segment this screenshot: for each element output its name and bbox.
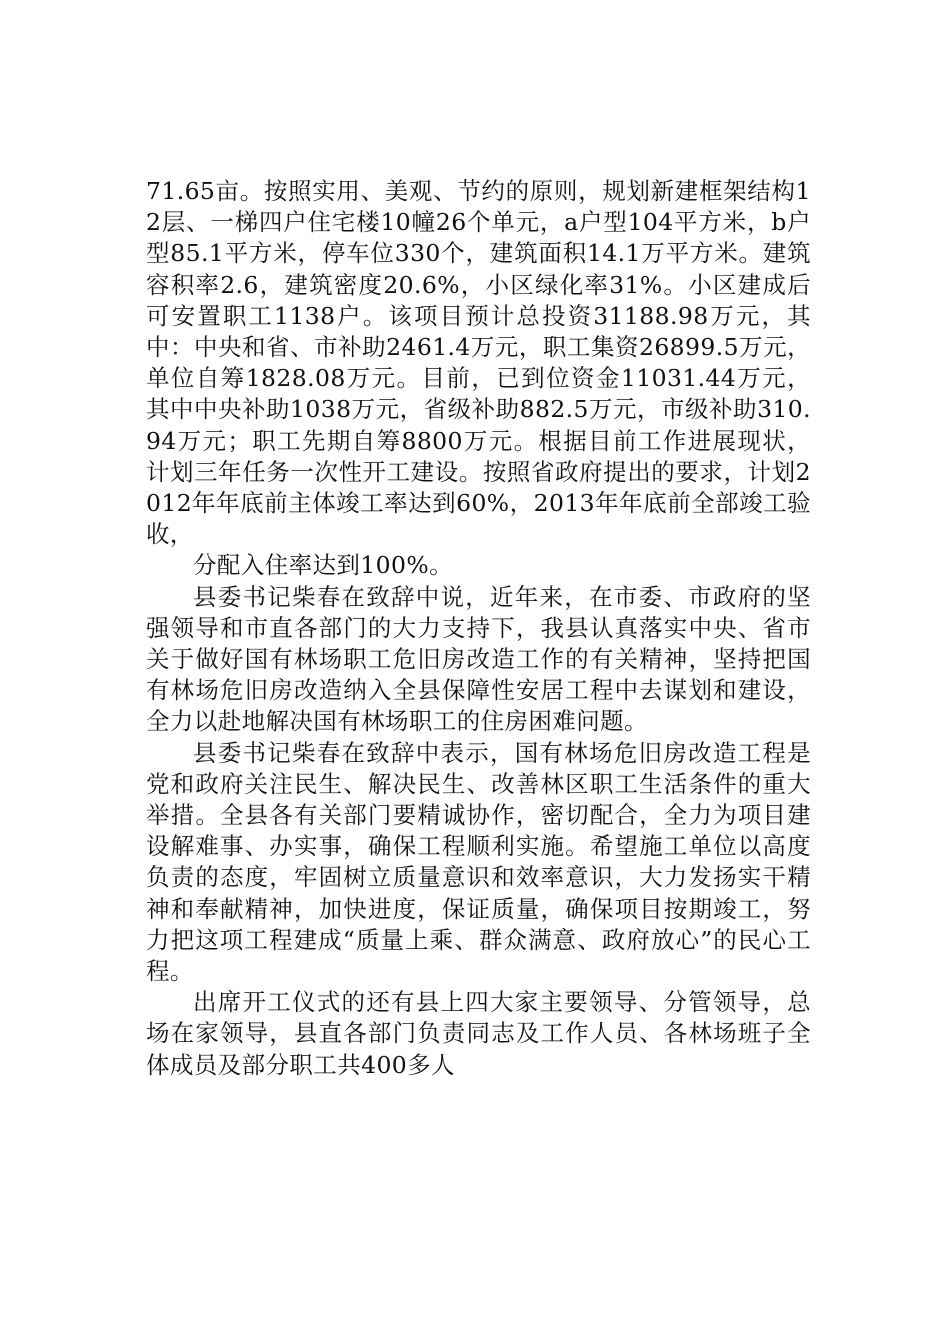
paragraph-attendees: 出席开工仪式的还有县上四大家主要领导、分管领导，总场在家领导，县直各部门负责同志及工作人员、各林场班子全体成员及部分职工共400多人 [146, 988, 811, 1079]
paragraph-occupancy-rate: 分配入住率达到100%。 [193, 551, 453, 580]
paragraph-secretary-speech-2: 县委书记柴春在致辞中表示，国有林场危旧房改造工程是党和政府关注民生、解决民生、改善林区职工生活条件的重大举措。全县各有关部门要精诚协作，密切配合，全力为项目建设解难事、办实事，确保工程顺利实施。希望施工单位以高度负责的态度，牢固树立质量意识和效率意识，大力发扬实干精神和奉献精神，加快进度，保证质量，确保项目按期竣工，努力把这项工程建成“质量上乘、群众满意、政府放心”的民心工程。 [146, 738, 811, 986]
paragraph-secretary-speech-1: 县委书记柴春在致辞中说，近年来，在市委、市政府的坚强领导和市直各部门的大力支持下，我县认真落实中央、省市关于做好国有林场职工危旧房改造工作的有关精神，坚持把国有林场危旧房改造纳入全县保障性安居工程中去谋划和建设，全力以赴地解决国有林场职工的住房困难问题。 [146, 582, 811, 736]
paragraph-project-details: 71.65亩。按照实用、美观、节约的原则，规划新建框架结构12层、一梯四户住宅楼10幢26个单元，a户型104平方米，b户型85.1平方米，停车位330个，建筑面积14.1万平方米。建筑容积率2.6，建筑密度20.6%，小区绿化率31%。小区建成后可安置职工1138户。该项目预计总投资31188.98万元，其中：中央和省、市补助2461.4万元，职工集资26899.5万元，单位自筹1828.08万元。目前，已到位资金11031.44万元，其中中央补助1038万元，省级补助882.5万元，市级补助310.94万元；职工先期自筹8800万元。根据目前工作进展现状，计划三年任务一次性开工建设。按照省政府提出的要求，计划2012年年底前主体竣工率达到60%，2013年年底前全部竣工验收， [146, 177, 811, 549]
document-body [146, 176, 811, 1081]
